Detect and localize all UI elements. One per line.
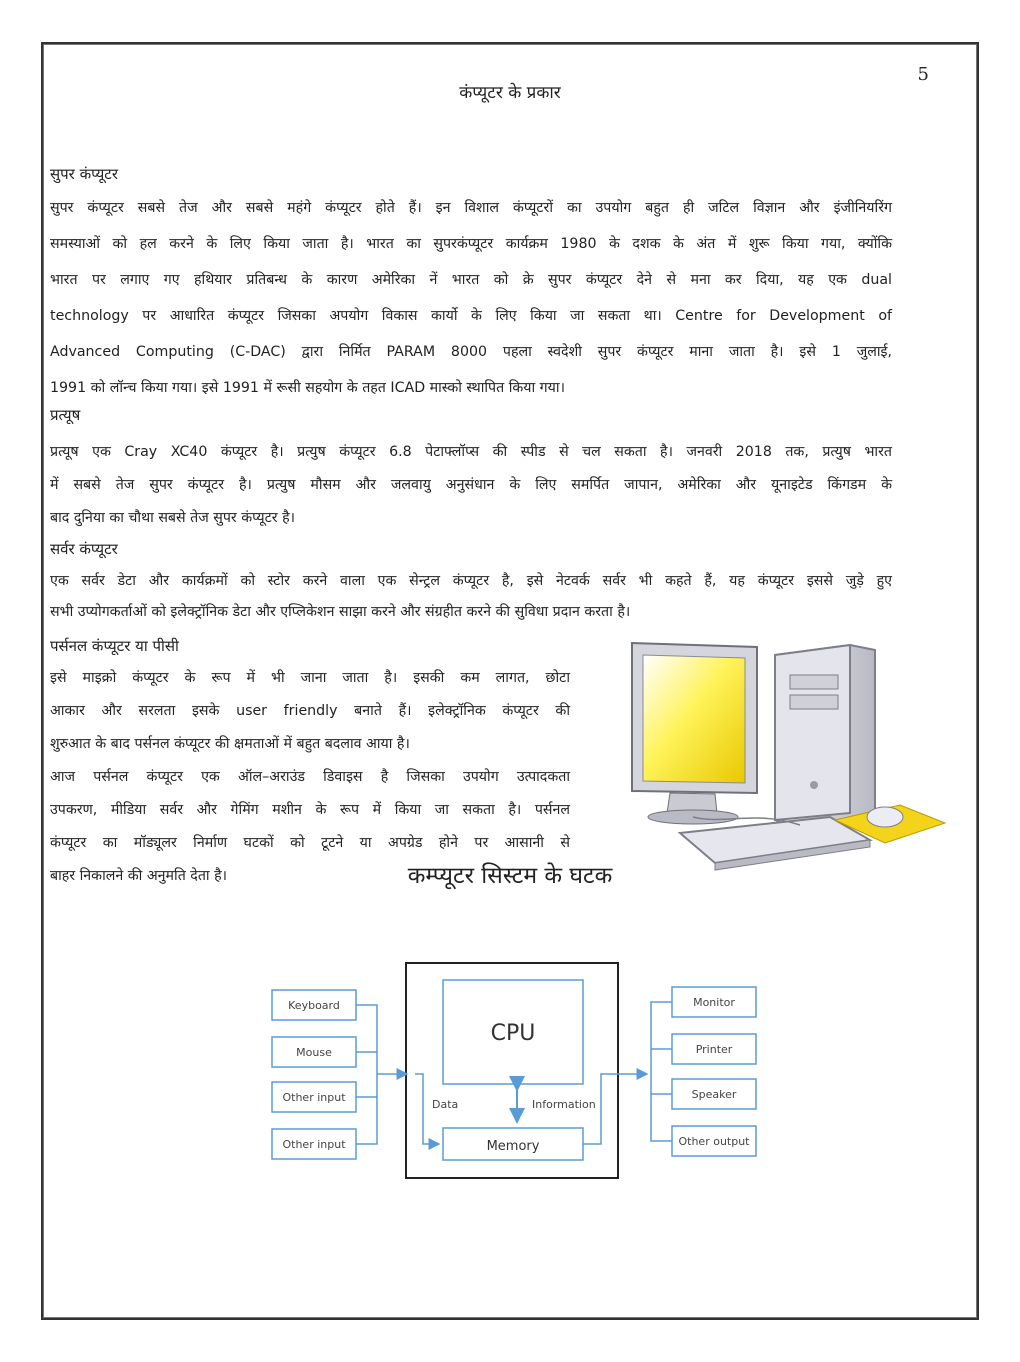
diagram-title: कम्प्यूटर सिस्टम के घटक [407,863,613,889]
desktop-computer-illustration [585,595,960,880]
section-heading-server-computer: सर्वर कंप्यूटर [50,540,118,558]
text-line: 1991 को लॉन्च किया गया। इसे 1991 में रूसी सहयोग के तहत ICAD मास्को स्थापित किया गया। [50,380,565,396]
text-line: कंप्यूटर का मॉड्यूलर निर्माण घटकों को टूटने या अपग्रेड होने पर आसानी से [50,835,570,851]
output-label: Printer [695,1043,733,1056]
cpu-label: CPU [490,1021,536,1046]
text-line: एक सर्वर डेटा और कार्यक्रमों को स्टोर करने वाला एक सेन्ट्रल कंप्यूटर है, इसे नेटवर्क सर्वर भी कहते हैं, यह कंप्यूटर इससे जुड़े हुए [50,573,892,589]
text-line: शुरुआत के बाद पर्सनल कंप्यूटर की क्षमताओं में बहुत बदलाव आया है। [50,736,410,752]
text-line: में सबसे तेज सुपर कंप्यूटर है। प्रत्युष मौसम और जलवायु अनुसंधान के लिए समर्पित जापान, अमेरिका और यूनाइटेड किंगडम के [50,477,892,493]
text-line: आकार और सरलता इसके user friendly बनाते हैं। इलेक्ट्रॉनिक कंप्यूटर की [50,703,570,719]
section-heading-personal-computer: पर्सनल कंप्यूटर या पीसी [50,637,179,655]
input-label: Keyboard [288,999,340,1012]
input-label: Other input [282,1091,346,1104]
output-label: Monitor [693,996,735,1009]
output-label: Other output [678,1135,750,1148]
text-line: इसे माइक्रो कंप्यूटर के रूप में भी जाना जाता है। इसकी कम लागत, छोटा [50,670,570,686]
output-devices [583,987,756,1156]
input-devices [272,990,439,1159]
information-label: Information [532,1098,596,1111]
text-line: Advanced Computing (C-DAC) द्वारा निर्मित PARAM 8000 पहला स्वदेशी सुपर कंप्यूटर माना जाता है। इसे 1 जुलाई, [50,344,892,360]
section-heading-super-computer: सुपर कंप्यूटर [50,165,118,183]
paragraph-super-computer [50,190,892,406]
page-number: 5 [917,64,929,85]
page-title: कंप्यूटर के प्रकार [459,83,561,103]
monitor [632,643,757,824]
tower-case [775,645,875,830]
paragraph-pratyush [50,436,892,535]
text-line: सभी उप्योगकर्ताओं को इलेक्ट्रॉनिक डेटा और एप्लिकेशन साझा करने और संग्रहीत करने की सुविधा प्रदान करता है। [50,604,631,620]
text-line: सुपर कंप्यूटर सबसे तेज और सबसे महंगे कंप्यूटर होते हैं। इन विशाल कंप्यूटरों का उपयोग बहुत ही जटिल विज्ञान और इंजीनियरिंग [50,200,892,216]
computer-system-diagram [225,920,775,1180]
text-line: आज पर्सनल कंप्यूटर एक ऑल–अराउंड डिवाइस है जिसका उपयोग उत्पादकता [50,769,570,785]
input-label: Mouse [296,1046,332,1059]
text-line: प्रत्यूष एक Cray XC40 कंप्यूटर है। प्रत्युष कंप्यूटर 6.8 पेटाफ्लॉप्स की स्पीड से चल सकता है। जनवरी 2018 तक, प्रत्युष भारत [50,444,892,460]
text-line: समस्याओं को हल करने के लिए किया जाता है। भारत का सुपरकंप्यूटर कार्यक्रम 1980 के दशक के अंत में शुरू किया गया, क्योंकि [50,236,892,252]
text-line: बाद दुनिया का चौथा सबसे तेज सुपर कंप्यूटर है। [50,510,295,526]
output-label: Speaker [691,1088,737,1101]
text-line: भारत पर लगाए गए हथियार प्रतिबन्ध के कारण अमेरिका नें भारत को क्रे सुपर कंप्यूटर देने से मना कर दिया, यह एक dual [50,272,892,288]
text-line: बाहर निकालने की अनुमति देता है। [50,868,228,884]
section-heading-pratyush: प्रत्यूष [50,406,81,424]
data-label: Data [432,1098,459,1111]
text-line: technology पर आधारित कंप्यूटर जिसका अपयोग विकास कार्यो के लिए किया जा सकता था। Centre for Development of [50,308,892,324]
input-label: Other input [282,1138,346,1151]
text-line: उपकरण, मीडिया सर्वर और गेमिंग मशीन के रूप में किया जा सकता है। पर्सनल [50,802,570,818]
memory-label: Memory [486,1139,540,1154]
